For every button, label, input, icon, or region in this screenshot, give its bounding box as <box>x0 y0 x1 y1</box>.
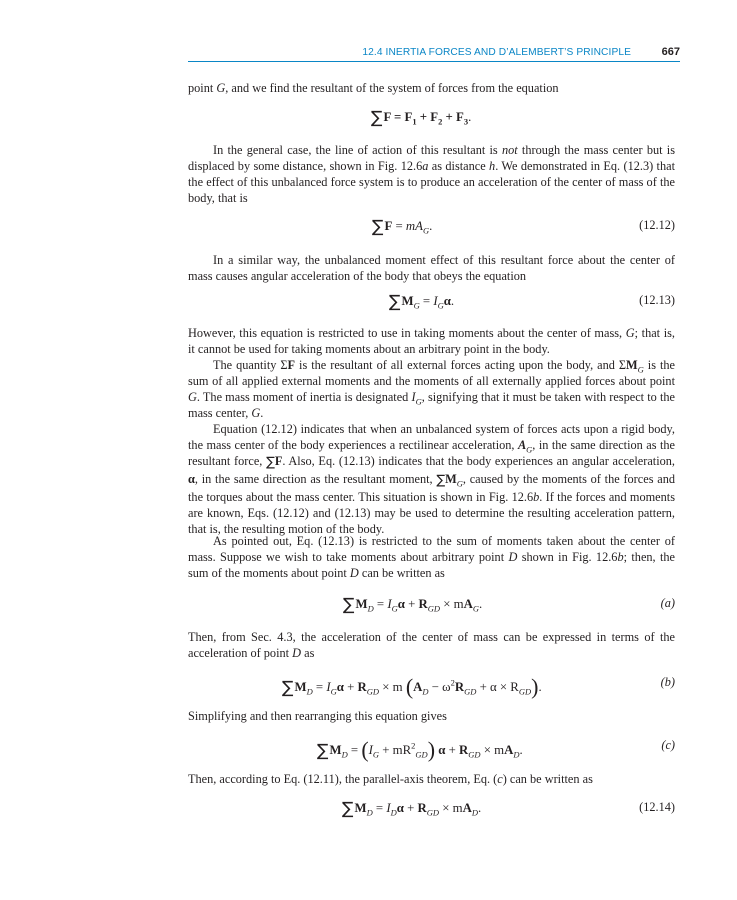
equation-b: $\sum M_D = I_G\alpha + R_{GD} \times m$ $(A_D - \omega^2R_{GD} + \alpha \times R_{GD})$. (b) <box>282 674 675 699</box>
summation-icon: ∑ <box>342 799 354 819</box>
summation-icon: ∑ <box>317 741 329 761</box>
summation-icon: ∑ <box>372 217 384 237</box>
equation-12-14: $\sum M_D = I_D\alpha + R_{GD} \times mA_D$. (12.14) <box>342 799 675 819</box>
paragraph-8: Then, from Sec. 4.3, the acceleration of the center of mass can be expressed in terms of the acceleration of point D as <box>188 630 675 660</box>
equation-number: (12.13) <box>639 293 675 307</box>
paragraph-10: Then, according to Eq. (12.11), the parallel-axis theorem, Eq. (c) can be written as <box>188 772 593 786</box>
summation-icon: ∑ <box>371 108 383 128</box>
equation-sum-forces: $\sum F = F_1 + F_2 + F_3$. <box>371 108 472 128</box>
equation-number: (12.12) <box>639 218 675 232</box>
paragraph-5: The quantity ΣF is the resultant of all external forces acting upon the body, and $\Sigma M_G$ is the sum of all applied external moments and the moments of all externally applied forces about point G. The mass moment of inertia is designated $I_G$, signifying that it must be taken with respect to the mass center, G. <box>188 358 675 420</box>
summation-icon: ∑ <box>266 455 275 470</box>
equation-12-13: $\sum M_G = I_G\alpha$. (12.13) <box>389 292 675 312</box>
paragraph-2: In the general case, the line of action of this resultant is not through the mass center but is displaced by some distance, shown in Fig. 12.6a as distance h. We demonstrated in Eq. (12.3) that the effect of this unbalanced force system is to produce an acceleration of the center of mass of the body, that is <box>188 143 675 205</box>
equation-a: $\sum M_D = I_G\alpha + R_{GD} \times mA_G$. (a) <box>343 595 675 615</box>
summation-icon: ∑ <box>282 678 294 698</box>
paragraph-9: Simplifying and then rearranging this equation gives <box>188 709 447 723</box>
section-title: 12.4 INERTIA FORCES AND D’ALEMBERT’S PRINCIPLE <box>362 47 631 58</box>
equation-number: (b) <box>660 675 675 689</box>
summation-icon: ∑ <box>343 595 355 615</box>
equation-number: (c) <box>661 738 675 752</box>
equation-number: (12.14) <box>639 800 675 814</box>
header-rule <box>188 61 680 62</box>
equation-12-12: $\sum F = mA_G$. (12.12) <box>372 217 675 237</box>
paragraph-6: Equation (12.12) indicates that when an unbalanced system of forces acts upon a rigid body, the mass center of the body experiences a rectilinear acceleration, $A_G$, in the same direction as the resultant force, ∑F. Also, Eq. (12.13) indicates that the body experiences an angular acceleration, α, in the same direction as the resultant moment, $\sum M_G$, caused by the moments of the forces and the torques about the mass center. This situation is shown in Fig. 12.6b. If the forces and moments are known, Eqs. (12.12) and (12.13) may be used to determine the resulting acceleration pattern, that is, the resulting motion of the body. <box>188 422 675 536</box>
paragraph-3: In a similar way, the unbalanced moment effect of this resultant force about the center of mass causes angular acceleration of the body that obeys the equation <box>188 253 675 283</box>
summation-icon: ∑ <box>389 292 401 312</box>
paragraph-7: As pointed out, Eq. (12.13) is restricted to the sum of moments taken about the center of mass. Suppose we wish to take moments about arbitrary point D shown in Fig. 12.6b; then, the sum of the moments about point D can be written as <box>188 534 675 580</box>
page-number: 667 <box>661 46 680 58</box>
summation-icon: ∑ <box>436 473 446 488</box>
running-header <box>0 42 737 62</box>
equation-number: (a) <box>660 596 675 610</box>
paragraph-1: point G, and we find the resultant of the system of forces from the equation <box>188 81 559 95</box>
equation-c: $\sum M_D = (I_G + mR^2_{GD}) \alpha + R_{GD} \times mA_D$. (c) <box>317 737 675 762</box>
paragraph-4: However, this equation is restricted to use in taking moments about the center of mass, G; that is, it cannot be used for taking moments about an arbitrary point in the body. <box>188 326 675 356</box>
